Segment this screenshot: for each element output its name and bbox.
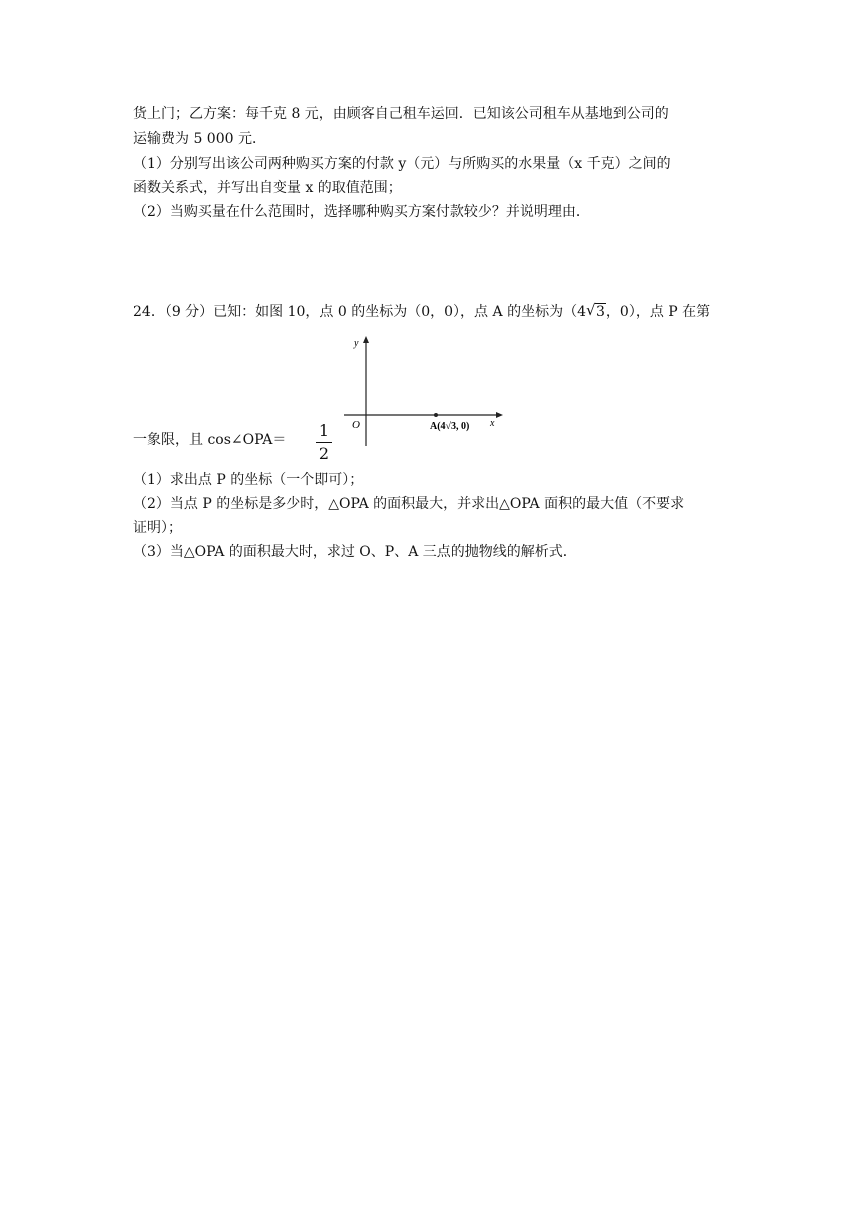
q24-line1-part-b: ，0），点 P 在第 <box>605 304 711 320</box>
y-axis-arrow <box>363 336 369 343</box>
radical-sign: √ <box>585 301 596 319</box>
q24-sub3: （3）当△OPA 的面积最大时，求过 O、P、A 三点的抛物线的解析式． <box>133 544 577 560</box>
coordinate-figure <box>338 334 506 452</box>
x-axis-label: x <box>490 418 495 429</box>
point-a-label: A(4√3, 0) <box>430 421 470 432</box>
q24-text-line-2: 一象限，且 cos∠OPA＝ <box>133 432 287 448</box>
origin-label: O <box>352 419 360 431</box>
q23-sub2: （2）当购买量在什么范围时，选择哪种购买方案付款较少？并说明理由． <box>133 204 590 220</box>
sqrt-expression <box>586 302 606 322</box>
q24-text-line-1 <box>133 302 710 322</box>
q23-sub1-line-2: 函数关系式，并写出自变量 x 的取值范围； <box>133 180 402 196</box>
y-axis-label: y <box>354 338 359 349</box>
x-axis-arrow <box>496 412 503 418</box>
fraction-bar <box>316 442 332 443</box>
q23-text-line-2: 运输费为 5 000 元． <box>133 131 266 147</box>
sqrt-radicand: 3 <box>595 304 605 320</box>
q24-line1-part-a: 24．（9 分）已知：如图 10，点 0 的坐标为（0，0），点 A 的坐标为（4 <box>133 304 586 320</box>
fraction-numerator: 1 <box>318 421 330 440</box>
q24-sub2-line-1: （2）当点 P 的坐标是多少时，△OPA 的面积最大，并求出△OPA 面积的最大值（不要求 <box>133 496 685 512</box>
q23-sub1-line-1: （1）分别写出该公司两种购买方案的付款 y（元）与所购买的水果量（x 千克）之间的 <box>133 156 671 172</box>
q23-text-line-1: 货上门；乙方案：每千克 8 元，由顾客自己租车运回．已知该公司租车从基地到公司的 <box>133 106 669 122</box>
point-a <box>434 413 438 417</box>
q24-sub2-line-2: 证明）； <box>133 520 182 536</box>
fraction-denominator: 2 <box>318 444 330 463</box>
q24-sub1: （1）求出点 P 的坐标（一个即可）； <box>133 472 364 488</box>
fraction-one-half <box>316 421 332 464</box>
